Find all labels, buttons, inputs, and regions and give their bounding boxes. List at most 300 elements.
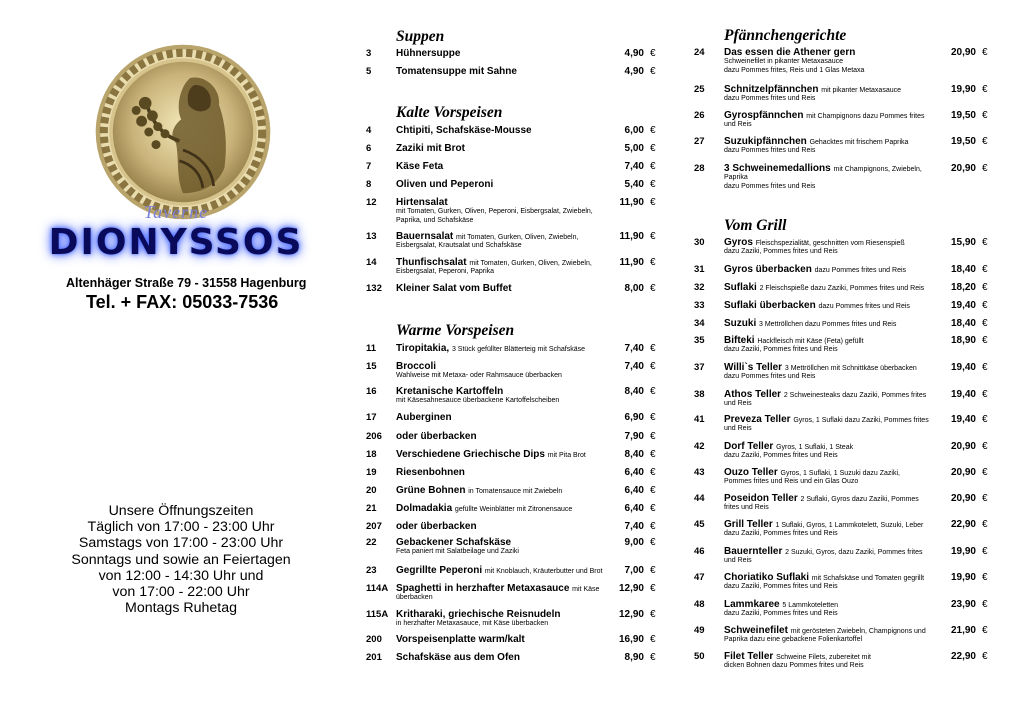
restaurant-phone: Tel. + FAX: 05033-7536 [86,292,279,312]
item-name-line [396,361,436,372]
item-name: Vorspeisenplatte warm/kalt [396,634,525,645]
item-number: 206 [366,431,382,442]
item-name-line [396,161,443,172]
item-price: 7,40 [624,343,644,354]
item-number: 18 [366,449,377,460]
item-name: Poseidon Teller [724,493,798,504]
item-description: mit pikanter Metaxasauce [821,87,901,94]
restaurant-name: DIONYSSOS [48,222,304,263]
item-description: gefüllte Weinblätter mit Zitronensauce [454,506,573,513]
item-number: 33 [694,300,705,311]
item-name: Kretanische Kartoffeln [396,386,504,397]
item-name: Käse Feta [396,161,444,172]
item-name: Filet Teller [724,651,774,662]
item-description: Gyros, 1 Suflaki, 1 Steak [776,444,854,451]
item-number: 17 [366,412,377,423]
euro-sign: € [650,537,656,548]
item-price: 8,90 [624,652,644,663]
item-number: 114A [366,583,389,594]
item-price: 6,40 [624,503,644,514]
hours-line: Täglich von 17:00 - 23:00 Uhr [87,519,275,536]
item-name: Gyrospfännchen [724,110,804,121]
item-description: mit gerösteten Zwiebeln, Champignons und [790,628,926,635]
item-price: 7,40 [624,161,644,172]
item-name-line [396,521,477,532]
item-subtext: dazu Zaziki, Pommes frites und Reis [724,346,838,353]
item-description: mit Schafskäse und Tomaten gegrillt [811,575,925,582]
item-description: 2 Fleischspieße dazu Zaziki, Pommes frites und Reis [759,285,925,292]
item-price: 18,20 [950,282,976,293]
hours-line: von 17:00 - 22:00 Uhr [112,584,250,601]
item-subtext: und Reis [724,121,752,128]
item-description: dazu Pommes frites und Reis [814,267,907,274]
item-name: Suzukipfännchen [724,136,807,147]
item-price: 18,90 [950,335,976,346]
euro-sign: € [982,335,988,346]
euro-sign: € [650,467,656,478]
euro-sign: € [650,179,656,190]
item-price: 18,40 [950,264,976,275]
item-price: 6,40 [624,467,644,478]
item-name-line [396,634,525,645]
item-number: 7 [366,161,372,172]
item-name: Tiropitakia, [396,343,450,354]
item-name: Verschiedene Griechische Dips [396,449,545,460]
item-price: 19,40 [950,362,976,373]
item-number: 45 [694,519,705,530]
item-price: 19,90 [950,84,976,95]
item-name-line [396,48,460,59]
item-description: in Tomatensauce mit Zwiebeln [468,488,563,495]
item-price: 16,90 [618,634,644,645]
dionysus-medallion-logo [93,42,273,222]
opening-hours [36,503,326,616]
item-name-line [396,652,520,663]
item-price: 18,40 [950,318,976,329]
item-number: 27 [694,136,705,147]
item-number: 15 [366,361,377,372]
item-number: 4 [366,125,372,136]
item-name: Dolmadakia [396,503,453,514]
left-panel [0,0,352,724]
item-subtext: Paprika dazu eine gebackene Folienkartoffel [724,636,863,643]
euro-sign: € [982,625,988,636]
item-name: Schnitzelpfännchen [724,84,819,95]
item-name-line [396,66,517,77]
euro-sign: € [650,583,656,594]
taverne-label: Taverne [143,202,209,222]
item-description: Hackfleisch mit Käse (Feta) gefüllt [757,338,864,345]
item-subtext: überbacken [396,594,433,601]
item-price: 15,90 [950,237,976,248]
item-price: 23,90 [950,599,976,610]
euro-sign: € [650,449,656,460]
section-title: Warme Vorspeisen [396,322,515,339]
item-name: Gyros überbacken [724,264,812,275]
item-description: Gyros, 1 Suflaki, 1 Suzuki dazu Zaziki, [780,470,900,477]
item-price: 4,90 [624,66,644,77]
euro-sign: € [982,47,988,58]
item-subtext: Eisbergsalat, Krautsalat und Schafskäse [396,242,522,249]
item-price: 8,40 [624,386,644,397]
item-name-line [396,412,452,423]
item-number: 207 [366,521,382,532]
item-description: 3 Mettröllchen dazu Pommes frites und Reis [759,321,897,328]
euro-sign: € [650,565,656,576]
item-name-line [396,467,465,478]
item-description: 1 Suflaki, Gyros, 1 Lammkotelett, Suzuki, Leber [775,522,924,529]
item-price: 22,90 [950,651,976,662]
item-price: 20,90 [950,47,976,58]
item-price: 7,40 [624,521,644,532]
euro-sign: € [982,318,988,329]
item-description: dazu Pommes frites und Reis [818,303,910,310]
item-description: mit Käse [572,586,600,593]
item-name: Schweinefilet [724,625,788,636]
item-price: 11,90 [619,231,644,242]
item-description: Gyros, 1 Suflaki dazu Zaziki, Pommes frites [793,417,929,424]
item-price: 19,40 [950,389,976,400]
item-name-line [396,485,562,497]
item-number: 11 [366,343,377,354]
item-name: Tomatensuppe mit Sahne [396,66,517,77]
item-description: Fleischspezialität, geschnitten vom Riesenspieß [755,240,905,247]
item-name-line [396,609,561,620]
euro-sign: € [982,163,988,174]
item-name: Gebackener Schafskäse [396,537,512,548]
item-name: Bauernteller [724,546,783,557]
euro-sign: € [650,431,656,442]
section-title: Pfännchengerichte [724,27,847,44]
item-number: 42 [694,441,705,452]
item-price: 7,90 [624,431,644,442]
item-number: 25 [694,84,705,95]
item-subtext: Feta paniert mit Salatbeilage und Zaziki [396,548,519,555]
item-subtext: dazu Zaziki, Pommes frites und Reis [724,452,838,459]
item-subtext: mit Käsesahnesauce überbackene Kartoffelscheiben [396,397,560,404]
item-subtext: dazu Zaziki, Pommes frites und Reis [724,248,838,255]
euro-sign: € [650,283,656,294]
item-price: 6,00 [624,125,644,136]
item-name-line [724,318,896,330]
item-subtext: frites und Reis [724,504,769,511]
item-price: 4,90 [624,48,644,59]
item-name-line [396,197,448,208]
section-title: Suppen [396,28,445,45]
item-subtext: dazu Pommes frites und Reis [724,95,816,102]
euro-sign: € [650,361,656,372]
euro-sign: € [650,231,656,242]
item-number: 13 [366,231,377,242]
item-name: oder überbacken [396,431,477,442]
item-name-line [724,300,910,312]
item-name: Hühnersuppe [396,48,461,59]
item-number: 35 [694,335,705,346]
item-name: Thunfischsalat [396,257,467,268]
euro-sign: € [982,110,988,121]
item-subtext: in herzhafter Metaxasauce, mit Käse überbacken [396,620,549,627]
restaurant-address: Altenhäger Straße 79 - 31558 Hagenburg [66,276,307,290]
item-description: 5 Lammkoteletten [782,602,839,609]
item-name-line [724,282,924,294]
item-name: Gyros [724,237,753,248]
euro-sign: € [982,300,988,311]
item-name: Gegrillte Peperoni [396,565,483,576]
item-name-line [396,449,586,461]
item-name: Grill Teller [724,519,773,530]
hours-line: Sonntags und sowie an Feiertagen [71,551,291,568]
item-number: 23 [366,565,377,576]
euro-sign: € [982,282,988,293]
euro-sign: € [982,651,988,662]
item-name-line [396,386,503,397]
item-description: 2 Schweinesteaks dazu Zaziki, Pommes frites [783,392,927,399]
euro-sign: € [650,343,656,354]
item-number: 19 [366,467,377,478]
item-subtext: Schweinefilet in pikanter Metaxasauce dazu Pommes frites, Reis und 1 Glas Metaxa [724,58,865,74]
hours-line: Samstags von 17:00 - 23:00 Uhr [78,535,284,552]
item-name: 3 Schweinemedallions [724,163,831,174]
euro-sign: € [982,414,988,425]
item-name: Zaziki mit Brot [396,143,465,154]
item-name: Preveza Teller [724,414,791,425]
item-number: 26 [694,110,705,121]
item-name: Spaghetti in herzhafter Metaxasauce [396,583,570,594]
euro-sign: € [650,161,656,172]
item-number: 201 [366,652,382,663]
item-name-line [396,431,477,442]
item-price: 7,40 [624,361,644,372]
item-name: Suflaki überbacken [724,300,816,311]
item-name: Chtipiti, Schafskäse-Mousse [396,125,532,136]
euro-sign: € [650,125,656,136]
euro-sign: € [982,237,988,248]
item-name-line [396,143,465,154]
item-name-line [396,537,511,548]
item-number: 8 [366,179,372,190]
item-name: Bauernsalat [396,231,454,242]
euro-sign: € [650,521,656,532]
item-subtext: mit Tomaten, Gurken, Oliven, Peperoni, Eisbergsalat, Zwiebeln, Paprika, und Schafskäse [396,208,593,224]
euro-sign: € [650,412,656,423]
item-description: Schweine Filets, zubereitet mit [776,654,871,661]
item-price: 19,50 [950,110,976,121]
item-number: 115A [366,609,389,620]
item-price: 5,00 [624,143,644,154]
item-description: 2 Suflaki, Gyros dazu Zaziki, Pommes [800,496,919,503]
item-name: Ouzo Teller [724,467,778,478]
item-name: Auberginen [396,412,452,423]
item-number: 132 [366,283,382,294]
item-subtext: dazu Pommes frites und Reis [724,373,816,380]
item-number: 200 [366,634,382,645]
item-subtext: und Reis [724,400,752,407]
item-name: Athos Teller [724,389,782,400]
euro-sign: € [650,503,656,514]
item-number: 43 [694,467,705,478]
item-subtext: und Reis [724,557,752,564]
item-number: 47 [694,572,705,583]
item-number: 12 [366,197,377,208]
item-subtext: Eisbergsalat, Peperoni, Paprika [396,268,495,275]
item-number: 38 [694,389,705,400]
item-description: mit Champignons, Zwiebeln, [833,166,922,173]
item-subtext: dazu Zaziki, Pommes frites und Reis [724,583,838,590]
item-price: 20,90 [950,163,976,174]
item-price: 8,00 [624,283,644,294]
item-price: 22,90 [950,519,976,530]
item-price: 20,90 [950,467,976,478]
item-name: Lammkaree [724,599,780,610]
euro-sign: € [982,362,988,373]
euro-sign: € [650,66,656,77]
item-name-line [396,283,512,294]
euro-sign: € [650,197,656,208]
item-price: 12,90 [618,583,644,594]
euro-sign: € [982,599,988,610]
item-number: 50 [694,651,705,662]
euro-sign: € [650,485,656,496]
euro-sign: € [650,652,656,663]
item-price: 19,50 [950,136,976,147]
euro-sign: € [650,634,656,645]
item-description: 3 Mettröllchen mit Schnittkäse überbacken [784,365,917,372]
item-name: Bifteki [724,335,755,346]
item-name-line [396,179,493,190]
item-number: 3 [366,48,372,59]
item-name-line [396,503,572,515]
item-name: Suzuki [724,318,757,329]
euro-sign: € [982,84,988,95]
item-subtext: Wahlweise mit Metaxa- oder Rahmsauce überbacken [396,372,562,379]
hours-line: Unsere Öffnungszeiten [108,503,254,519]
euro-sign: € [650,386,656,397]
euro-sign: € [982,519,988,530]
item-description: 3 Stück gefüllter Blätterteig mit Schafskäse [451,346,586,353]
item-name: Hirtensalat [396,197,448,208]
section-title: Kalte Vorspeisen [396,104,503,121]
item-name: oder überbacken [396,521,477,532]
item-name: Suflaki [724,282,757,293]
item-name: Oliven und Peperoni [396,179,494,190]
item-number: 24 [694,47,705,58]
item-name: Kleiner Salat vom Buffet [396,283,512,294]
euro-sign: € [982,264,988,275]
item-subtext: dicken Bohnen dazu Pommes frites und Reis [724,662,864,669]
item-price: 8,40 [624,449,644,460]
euro-sign: € [982,441,988,452]
item-name: Dorf Teller [724,441,774,452]
item-price: 9,00 [624,537,644,548]
item-description: mit Knoblauch, Kräuterbutter und Brot [484,568,603,575]
item-subtext: Paprika dazu Pommes frites und Reis [724,174,816,190]
item-price: 6,40 [624,485,644,496]
item-number: 14 [366,257,377,268]
item-number: 37 [694,362,705,373]
item-name: Das essen die Athener gern [724,47,856,58]
item-number: 16 [366,386,377,397]
item-number: 41 [694,414,705,425]
item-name: Riesenbohnen [396,467,465,478]
item-number: 34 [694,318,705,329]
item-price: 19,40 [950,414,976,425]
euro-sign: € [650,48,656,59]
item-name: Schafskäse aus dem Ofen [396,652,520,663]
item-number: 21 [366,503,377,514]
item-subtext: Pommes frites und Reis und ein Glas Ouzo [724,478,859,485]
item-subtext: und Reis [724,425,752,432]
item-price: 11,90 [619,197,644,208]
item-number: 5 [366,66,372,77]
item-name: Grüne Bohnen [396,485,466,496]
item-price: 7,00 [624,565,644,576]
euro-sign: € [650,609,656,620]
item-number: 46 [694,546,705,557]
item-price: 20,90 [950,441,976,452]
item-name: Kritharaki, griechische Reisnudeln [396,609,561,620]
item-number: 31 [694,264,705,275]
item-price: 5,40 [624,179,644,190]
item-number: 22 [366,537,377,548]
item-price: 11,90 [619,257,644,268]
section-title: Vom Grill [724,217,787,234]
euro-sign: € [982,493,988,504]
item-number: 30 [694,237,705,248]
item-name: Willi`s Teller [724,362,783,373]
item-subtext: dazu Zaziki, Pommes frites und Reis [724,610,838,617]
euro-sign: € [982,136,988,147]
euro-sign: € [650,143,656,154]
item-description: 2 Suzuki, Gyros, dazu Zaziki, Pommes frites [785,549,923,556]
item-number: 32 [694,282,705,293]
euro-sign: € [982,546,988,557]
item-subtext: dazu Zaziki, Pommes frites und Reis [724,530,838,537]
item-number: 44 [694,493,705,504]
item-description: mit Tomaten, Gurken, Oliven, Zwiebeln, [469,260,592,267]
item-price: 12,90 [618,609,644,620]
item-name-line [396,565,602,577]
item-description: mit Champignons dazu Pommes frites [806,113,925,120]
item-name-line [396,125,532,136]
hours-line: Montags Ruhetag [125,600,237,617]
item-number: 49 [694,625,705,636]
item-description: Gehacktes mit frischem Paprika [809,139,909,146]
euro-sign: € [982,389,988,400]
item-subtext: dazu Pommes frites und Reis [724,147,816,154]
item-price: 19,40 [950,300,976,311]
item-description: mit Tomaten, Gurken, Oliven, Zwiebeln, [456,234,579,241]
item-name-line [724,47,855,58]
item-name-line [396,343,585,355]
hours-line: von 12:00 - 14:30 Uhr und [98,567,264,584]
item-number: 48 [694,599,705,610]
item-description: mit Pita Brot [547,452,586,459]
item-price: 6,90 [624,412,644,423]
item-number: 6 [366,143,372,154]
item-name: Choriatiko Suflaki [724,572,810,583]
item-number: 28 [694,163,705,174]
item-price: 19,90 [950,546,976,557]
euro-sign: € [982,467,988,478]
item-name-line [724,264,906,276]
item-name: Broccoli [396,361,437,372]
item-price: 19,90 [950,572,976,583]
item-price: 21,90 [950,625,976,636]
euro-sign: € [982,572,988,583]
euro-sign: € [650,257,656,268]
item-number: 20 [366,485,377,496]
item-price: 20,90 [950,493,976,504]
